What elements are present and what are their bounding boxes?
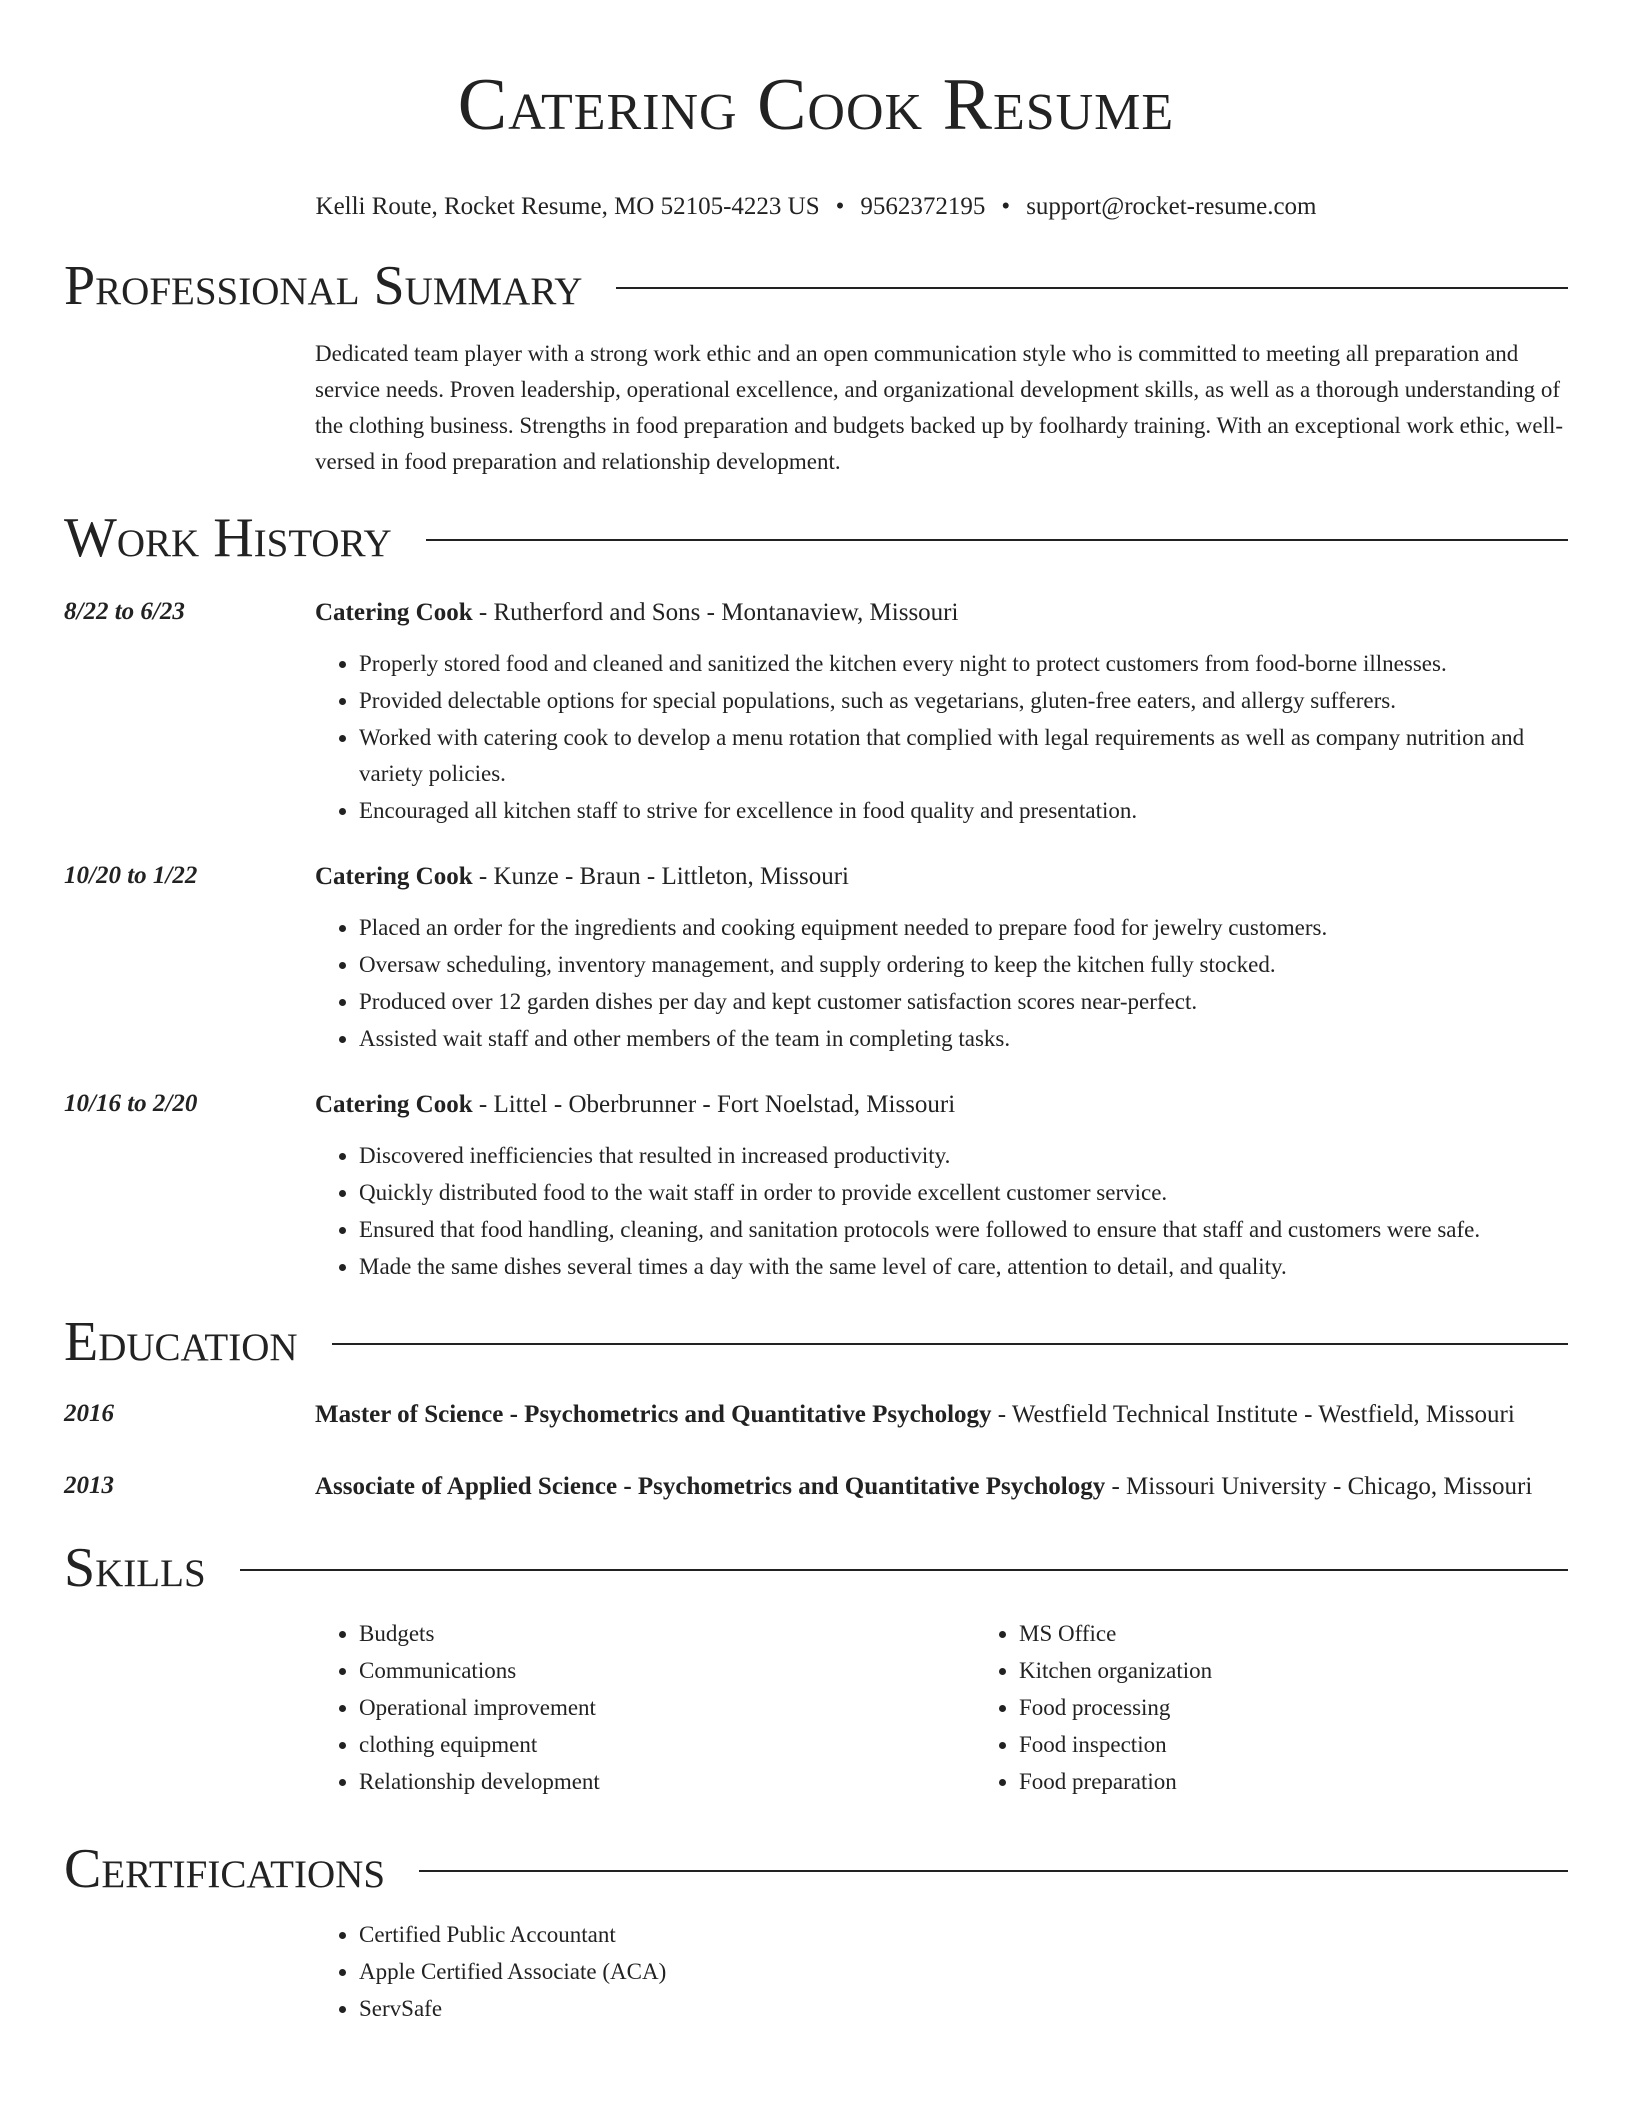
section-divider [426, 539, 1568, 541]
certifications-section-header [64, 1837, 1568, 1901]
list-item: • Produced over 12 garden dishes per day and kept customer satisfaction scores near-perfect. [359, 984, 1568, 1020]
list-item: • Worked with catering cook to develop a menu rotation that complied with legal requirements as well as company nutrition and variety policies. [359, 720, 1568, 792]
job-bullets [315, 1138, 1568, 1285]
address: Kelli Route, Rocket Resume, MO 52105-4223 US [315, 193, 820, 220]
separator: • [835, 193, 845, 220]
list-item: • Food processing [1019, 1690, 1632, 1726]
list-item: • clothing equipment [359, 1727, 975, 1763]
summary-row [64, 336, 1568, 480]
job-employer: - Littel - Oberbrunner - Fort Noelstad, Missouri [472, 1091, 956, 1118]
job-title-line [315, 1086, 1568, 1124]
school: - Missouri University - Chicago, Missouri [1105, 1473, 1533, 1500]
job-dates: 10/16 to 2/20 [64, 1090, 198, 1117]
phone: 9562372195 [860, 193, 986, 220]
list-item: • MS Office [1019, 1616, 1632, 1652]
job-title: Catering Cook [315, 1091, 473, 1118]
list-item: • Discovered inefficiencies that resulted in increased productivity. [359, 1138, 1568, 1174]
job-title: Catering Cook [315, 599, 473, 626]
work-heading: Work History [64, 507, 392, 569]
list-item: • Placed an order for the ingredients and cooking equipment needed to prepare food for jewelry customers. [359, 910, 1568, 946]
education-heading: Education [64, 1311, 298, 1373]
certifications-list [315, 1917, 1568, 2027]
certifications-heading: Certifications [64, 1838, 386, 1900]
job-title-line [315, 594, 1568, 632]
list-item: • Provided delectable options for special populations, such as vegetarians, gluten-free eaters, and allergy sufferers. [359, 683, 1568, 719]
list-item: • Kitchen organization [1019, 1653, 1632, 1689]
resume-page [64, 0, 1568, 2028]
job-employer: - Rutherford and Sons - Montanaview, Missouri [472, 599, 959, 626]
job-entry [64, 858, 1568, 1058]
degree: Master of Science - Psychometrics and Quantitative Psychology [315, 1401, 992, 1428]
skills-section-header [64, 1536, 1568, 1600]
list-item: • Certified Public Accountant [359, 1917, 1568, 1953]
separator: • [1001, 193, 1011, 220]
email: support@rocket-resume.com [1026, 193, 1317, 220]
work-section-header [64, 506, 1568, 570]
skills-row [64, 1616, 1568, 1801]
list-item: • ServSafe [359, 1991, 1568, 2027]
skills-list-left [315, 1616, 975, 1801]
certifications-row [64, 1917, 1568, 2028]
list-item: • Relationship development [359, 1764, 975, 1800]
list-item: • Made the same dishes several times a day with the same level of care, attention to detail, and quality. [359, 1249, 1568, 1285]
list-item: • Operational improvement [359, 1690, 975, 1726]
education-entry [64, 1468, 1568, 1506]
list-item: • Encouraged all kitchen staff to strive for excellence in food quality and presentation. [359, 793, 1568, 829]
contact-line [64, 192, 1568, 222]
section-divider [419, 1870, 1568, 1872]
list-item: • Ensured that food handling, cleaning, and sanitation protocols were followed to ensure that staff and customers were safe. [359, 1212, 1568, 1248]
summary-section-header [64, 254, 1568, 318]
skills-heading: Skills [64, 1537, 206, 1599]
skills-list-right [975, 1616, 1632, 1801]
job-entry [64, 1086, 1568, 1286]
education-section-header [64, 1310, 1568, 1374]
list-item: • Food inspection [1019, 1727, 1632, 1763]
list-item: • Quickly distributed food to the wait staff in order to provide excellent customer service. [359, 1175, 1568, 1211]
list-item: • Communications [359, 1653, 975, 1689]
education-year: 2013 [64, 1472, 114, 1499]
page-title: Catering Cook Resume [457, 64, 1175, 146]
school: - Westfield Technical Institute - Westfield, Missouri [991, 1401, 1515, 1428]
job-dates: 8/22 to 6/23 [64, 598, 185, 625]
education-entry [64, 1396, 1568, 1434]
summary-text: Dedicated team player with a strong work ethic and an open communication style who is committed to meeting all preparation and service needs. Proven leadership, operational excellence, and organizational development skills, as well as a thorough understanding of the clothing business. Strengths in food preparation and budgets backed up by foolhardy training. With an exceptional work ethic, well-versed in food preparation and relationship development. [315, 341, 1564, 474]
list-item: • Food preparation [1019, 1764, 1632, 1800]
summary-heading: Professional Summary [64, 255, 583, 317]
section-divider [616, 287, 1568, 289]
job-dates: 10/20 to 1/22 [64, 862, 198, 889]
section-divider [332, 1343, 1568, 1345]
list-item: • Properly stored food and cleaned and sanitized the kitchen every night to protect customers from food-borne illnesses. [359, 646, 1568, 682]
education-year: 2016 [64, 1400, 114, 1427]
section-divider [240, 1569, 1568, 1571]
job-bullets [315, 646, 1568, 829]
job-title: Catering Cook [315, 863, 473, 890]
job-entry [64, 594, 1568, 830]
job-employer: - Kunze - Braun - Littleton, Missouri [472, 863, 849, 890]
job-bullets [315, 910, 1568, 1057]
list-item: • Apple Certified Associate (ACA) [359, 1954, 1568, 1990]
list-item: • Budgets [359, 1616, 975, 1652]
list-item: • Oversaw scheduling, inventory management, and supply ordering to keep the kitchen fully stocked. [359, 947, 1568, 983]
list-item: • Assisted wait staff and other members of the team in completing tasks. [359, 1021, 1568, 1057]
degree: Associate of Applied Science - Psychometrics and Quantitative Psychology [315, 1473, 1106, 1500]
job-title-line [315, 858, 1568, 896]
